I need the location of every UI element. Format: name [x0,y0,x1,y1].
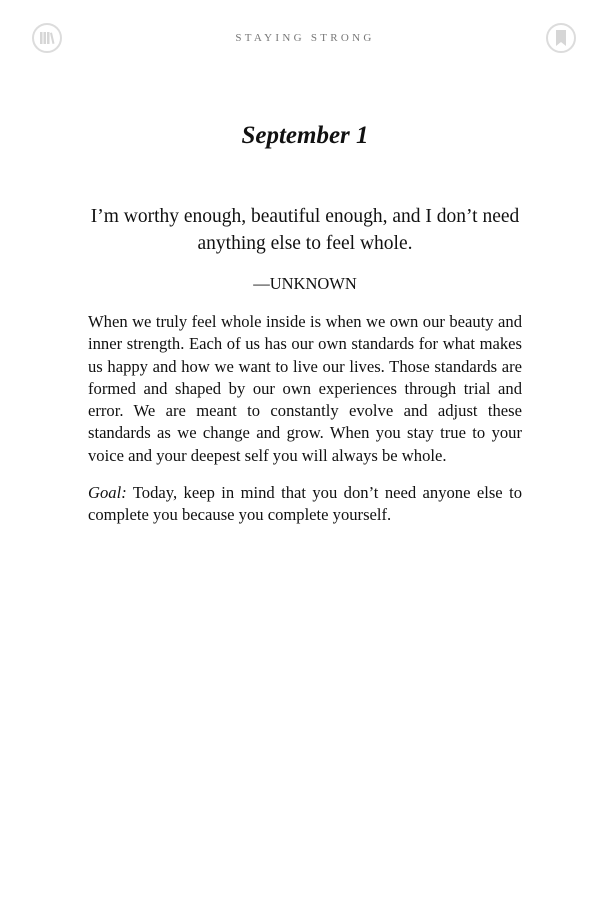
bookmark-icon [555,30,567,46]
quote-author: —UNKNOWN [253,274,357,293]
body-text [88,311,522,542]
goal-label: Goal: [88,483,127,503]
quote: I’m worthy enough, beautiful enough, and I don’t need anything else to feel whole. [90,206,520,254]
paragraph: When we truly feel whole inside is when we own our beauty and inner strength. Each of us has our own standards for what makes us happy and how we want to live our lives. Those standards are formed and shaped by our own experiences through trial and error. We are meant to constantly evolve and adjust these standards as we change and grow. When you stay true to your voice and your deepest self you will always be whole. [88,312,522,465]
bookmark-button[interactable] [546,23,576,53]
goal-text: Today, keep in mind that you don’t need anyone else to complete you because you complete yourself. [88,483,522,525]
book-title: STAYING STRONG [235,32,375,44]
page-title: September 1 [241,122,369,149]
goal-paragraph [88,482,522,527]
